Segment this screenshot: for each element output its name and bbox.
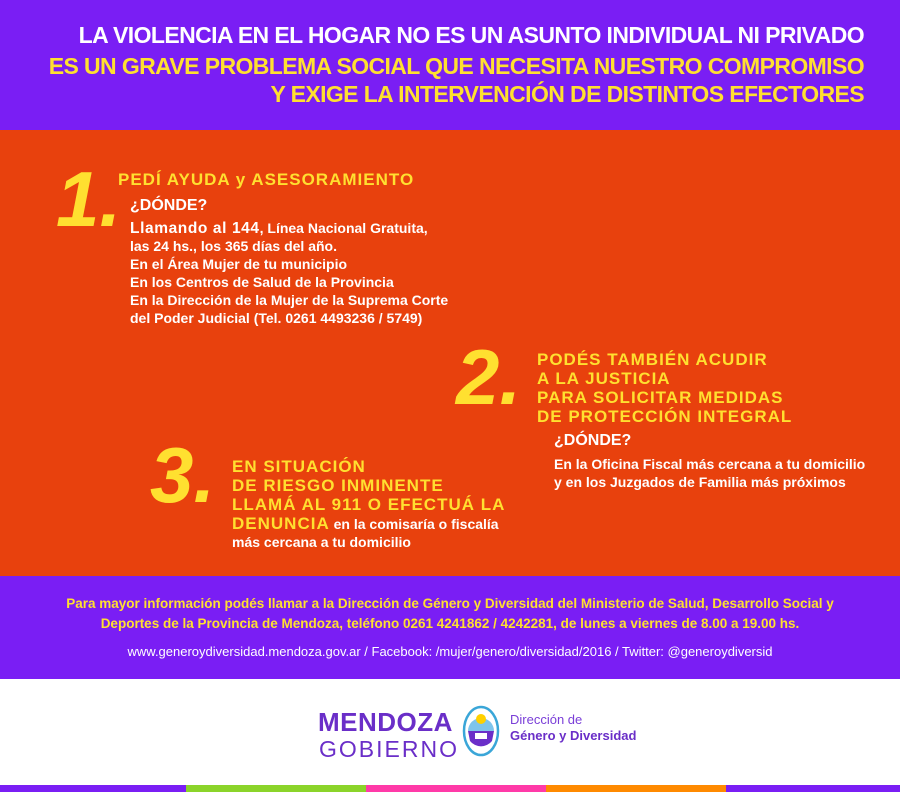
step-3-title-4: DENUNCIA (232, 514, 330, 533)
step-3-title-2: DE RIESGO INMINENTE (232, 476, 444, 495)
color-stripe-2 (186, 785, 366, 792)
header-line-2: ES UN GRAVE PROBLEMA SOCIAL QUE NECESITA NUESTRO COMPROMISO (48, 53, 864, 79)
step-1-line-3: En el Área Mujer de tu municipio (130, 256, 348, 272)
step-1-line-1: Llamando al 144, Línea Nacional Gratuita, (130, 220, 428, 237)
step-1-line-5: En la Dirección de la Mujer de la Suprema Corte (130, 292, 449, 308)
color-stripe-5 (726, 785, 900, 792)
dir-line-2: Género y Diversidad (510, 728, 637, 743)
step-3-line-1: DENUNCIA en la comisaría o fiscalía (232, 514, 499, 533)
step-1-title: PEDÍ AYUDA y ASESORAMIENTO (118, 170, 415, 189)
color-stripe-1 (0, 785, 186, 792)
step-1-number: 1. (56, 155, 122, 243)
logo-mendoza: MENDOZA (318, 707, 453, 737)
info-line-1: Para mayor información podés llamar a la Dirección de Género y Diversidad del Ministerio de Salud, Desarrollo Social y (66, 596, 834, 611)
step-3-title-1: EN SITUACIÓN (232, 457, 366, 476)
step-3-number: 3. (150, 431, 216, 519)
color-stripe-4 (546, 785, 726, 792)
step-2-donde: ¿DÓNDE? (554, 432, 632, 449)
header-line-3: Y EXIGE LA INTERVENCIÓN DE DISTINTOS EFECTORES (270, 81, 864, 107)
info-text (0, 594, 900, 634)
step-1-line-4: En los Centros de Salud de la Provincia (130, 274, 394, 290)
contact-links[interactable]: www.generoydiversidad.mendoza.gov.ar / Facebook: /mujer/genero/diversidad/2016 / Twitter: @generoydiversid (127, 644, 773, 659)
color-stripe-3 (366, 785, 546, 792)
logo-gobierno: GOBIERNO (319, 736, 459, 762)
header-line-1: LA VIOLENCIA EN EL HOGAR NO ES UN ASUNTO INDIVIDUAL NI PRIVADO (78, 22, 864, 48)
step-2-title-3: PARA SOLICITAR MEDIDAS (537, 388, 784, 407)
header-banner (0, 0, 900, 130)
dir-line-1: Dirección de (510, 712, 583, 727)
info-line-2: Deportes de la Provincia de Mendoza, teléfono 0261 4241862 / 4242281, de lunes a viernes de 8.00 a 19.00 hs. (100, 616, 800, 631)
steps-panel (0, 130, 900, 576)
step-2-number: 2. (456, 333, 522, 421)
footer (0, 679, 900, 785)
step-1-line-2: las 24 hs., los 365 días del año. (130, 238, 337, 254)
step-2-line-1: En la Oficina Fiscal más cercana a tu domicilio (554, 456, 866, 472)
step-3-line-2: más cercana a tu domicilio (232, 534, 411, 550)
provincial-shield-icon (462, 703, 500, 757)
step-1-donde: ¿DÓNDE? (130, 197, 208, 214)
step-1-line-6: del Poder Judicial (Tel. 0261 4493236 / 5749) (130, 310, 423, 326)
step-1-call: Llamando al 144 (130, 220, 260, 237)
step-2-line-2: y en los Juzgados de Familia más próximos (554, 474, 846, 490)
info-banner (0, 576, 900, 679)
step-2-title-1: PODÉS TAMBIÉN ACUDIR (537, 350, 768, 369)
step-2-title-2: A LA JUSTICIA (537, 369, 671, 388)
step-3-title-3: LLAMÁ AL 911 O EFECTUÁ LA (232, 495, 506, 514)
step-2-title-4: DE PROTECCIÓN INTEGRAL (537, 407, 793, 426)
